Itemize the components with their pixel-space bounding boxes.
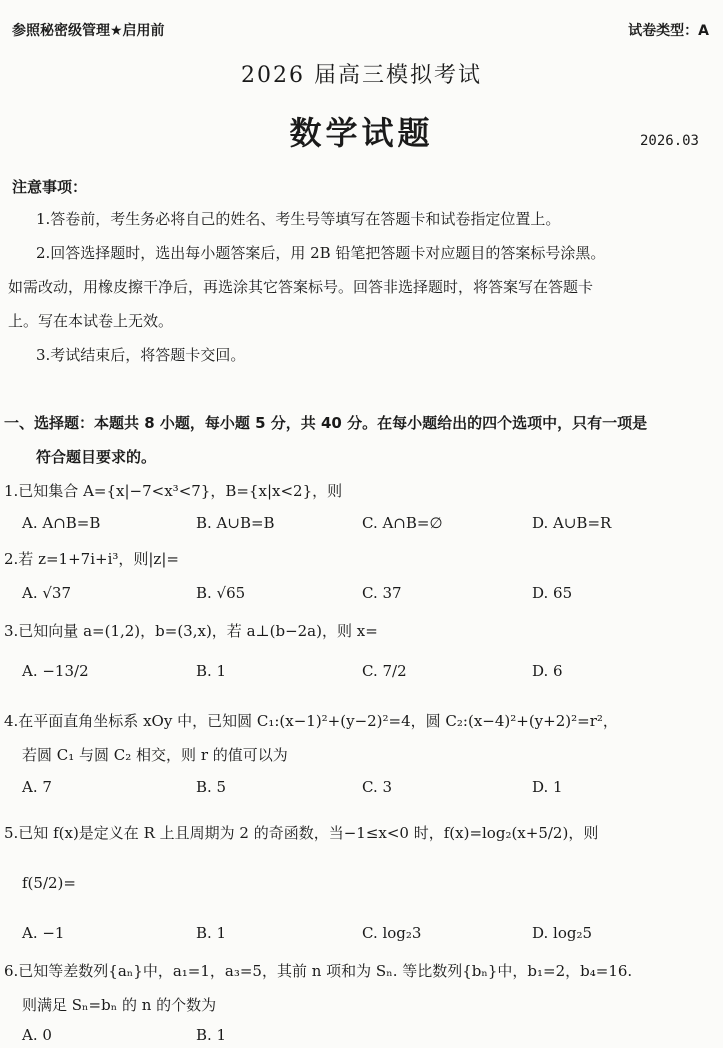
note-item: 3.考试结束后，将答题卡交回。	[36, 346, 246, 364]
option-a: A. 7	[22, 778, 52, 796]
exam-date: 2026.03	[639, 133, 699, 149]
option-d: D. log₂5	[532, 924, 593, 942]
option-d: D. 65	[532, 584, 573, 602]
option-a: A. −1	[22, 924, 65, 942]
question-stem: 2.若 z=1+7i+i³，则|z|=	[4, 550, 179, 568]
question-stem-cont: 则满足 Sₙ=bₙ 的 n 的个数为	[22, 996, 217, 1014]
option-d: D. A∪B=R	[532, 514, 612, 532]
option-b: B. √65	[196, 584, 246, 602]
exam-name: 2026 届高三模拟考试	[241, 63, 482, 88]
notes-heading: 注意事项：	[12, 178, 88, 196]
option-c: C. 37	[362, 584, 402, 602]
option-b: B. 1	[196, 924, 227, 942]
note-item: 如需改动，用橡皮擦干净后，再选涂其它答案标号。回答非选择题时，将答案写在答题卡	[8, 278, 594, 296]
section-heading-cont: 符合题目要求的。	[36, 448, 157, 466]
note-item: 上。写在本试卷上无效。	[8, 312, 174, 330]
option-b: B. 5	[196, 778, 227, 796]
section-heading: 一、选择题：本题共 8 小题，每小题 5 分，共 40 分。在每小题给出的四个选项中，只有一项是	[4, 414, 648, 432]
confidentiality-label: 参照秘密级管理★启用前	[12, 23, 165, 39]
page-title: 数学试题	[289, 114, 434, 152]
option-c: C. 3	[362, 778, 393, 796]
option-d: D. 6	[532, 662, 563, 680]
option-a: A. √37	[22, 584, 72, 602]
option-b: B. 1	[196, 1026, 227, 1044]
paper-type-label: 试卷类型：A	[628, 23, 709, 39]
option-d: D. 1	[532, 778, 563, 796]
note-item: 2.回答选择题时，选出每小题答案后，用 2B 铅笔把答题卡对应题目的答案标号涂黑。	[36, 244, 606, 262]
option-a: A. −13/2	[22, 662, 89, 680]
question-stem: 1.已知集合 A={x|−7<x³<7}，B={x|x<2}，则	[4, 482, 343, 500]
question-stem: 5.已知 f(x)是定义在 R 上且周期为 2 的奇函数，当−1≤x<0 时，f(x)=log₂(x+5/2)，则	[4, 824, 599, 842]
option-a: A. A∩B=B	[22, 514, 101, 532]
question-stem: 3.已知向量 a=(1,2)，b=(3,x)，若 a⊥(b−2a)，则 x=	[4, 622, 378, 640]
option-b: B. A∪B=B	[196, 514, 275, 532]
option-c: C. A∩B=∅	[362, 514, 443, 532]
note-item: 1.答卷前，考生务必将自己的姓名、考生号等填写在答题卡和试卷指定位置上。	[36, 210, 561, 228]
option-a: A. 0	[22, 1026, 52, 1044]
option-b: B. 1	[196, 662, 227, 680]
question-stem: 4.在平面直角坐标系 xOy 中，已知圆 C₁:(x−1)²+(y−2)²=4，圆 C₂:(x−4)²+(y+2)²=r²，	[4, 712, 618, 730]
option-c: C. 7/2	[362, 662, 407, 680]
question-stem-cont: 若圆 C₁ 与圆 C₂ 相交，则 r 的值可以为	[22, 746, 288, 764]
question-stem-cont: f(5/2)=	[22, 874, 76, 892]
question-stem: 6.已知等差数列{aₙ}中，a₁=1，a₃=5，其前 n 项和为 Sₙ. 等比数列{bₙ}中，b₁=2，b₄=16.	[4, 962, 633, 980]
option-c: C. log₂3	[362, 924, 422, 942]
